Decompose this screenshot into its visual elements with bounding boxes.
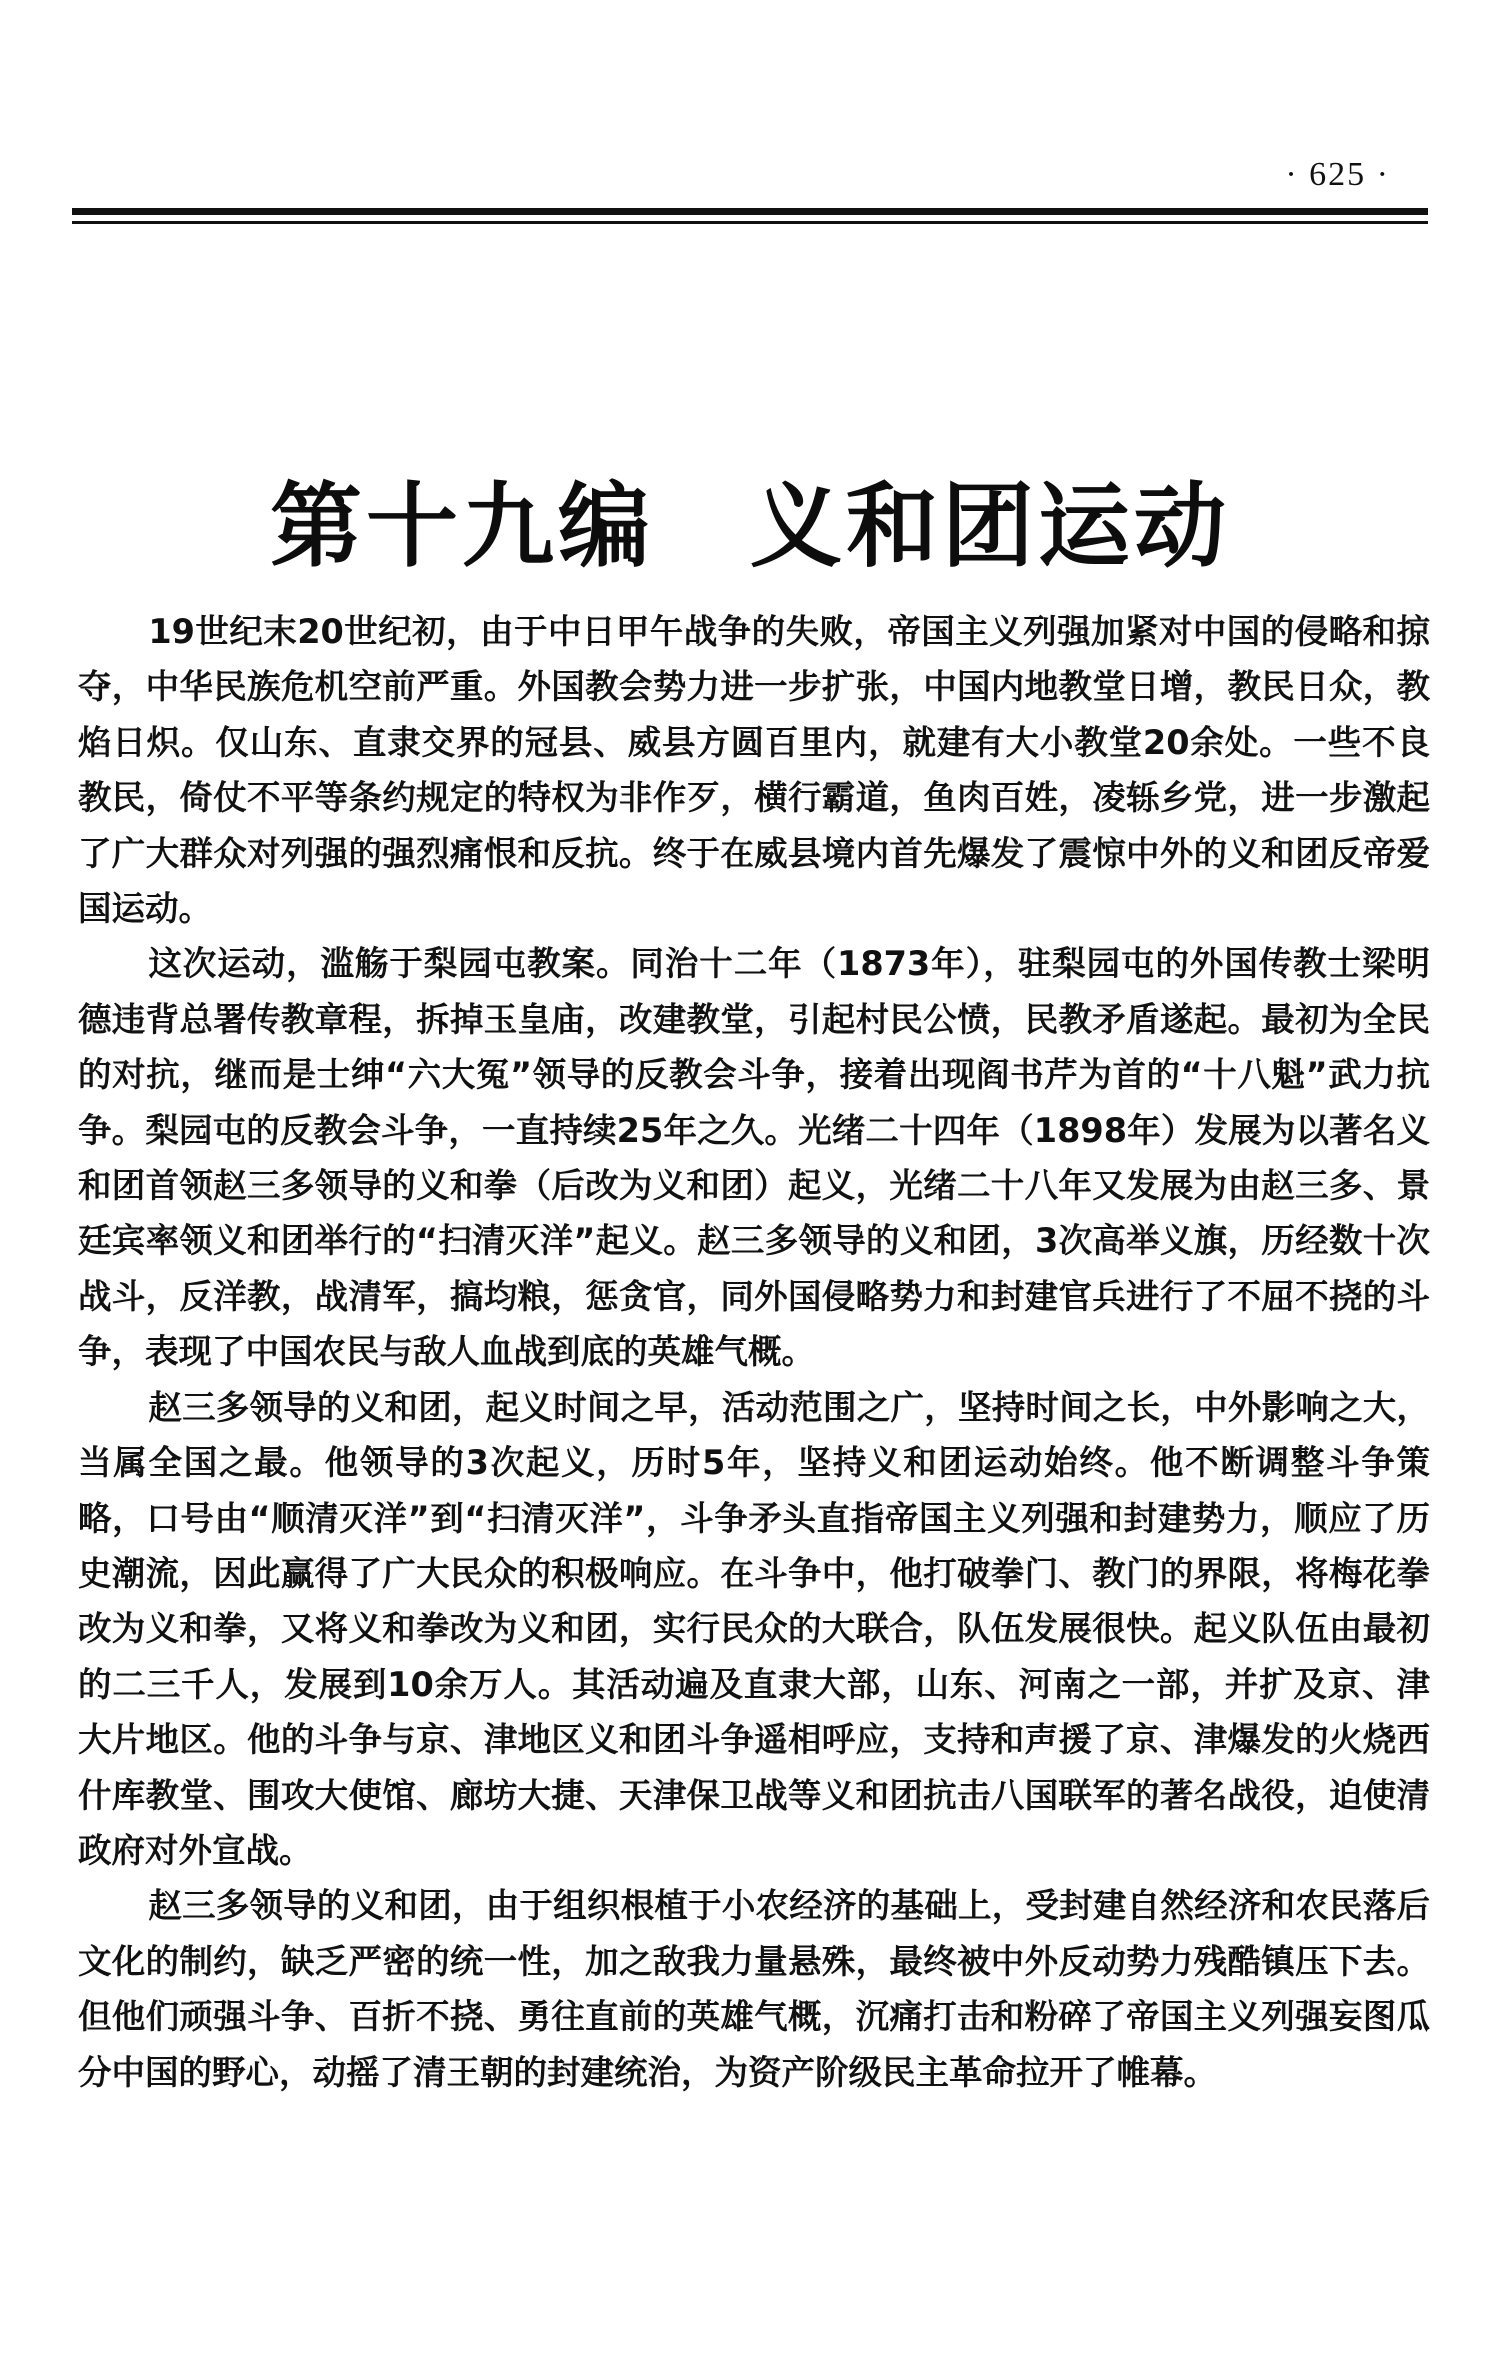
header-rule-thick bbox=[72, 208, 1428, 215]
header-rule-thin bbox=[72, 221, 1428, 224]
page-number: · 625 · bbox=[1285, 156, 1390, 193]
page-header bbox=[72, 150, 1428, 230]
paragraph-4: 赵三多领导的义和团，由于组织根植于小农经济的基础上，受封建自然经济和农民落后文化的制约，缺乏严密的统一性，加之敌我力量悬殊，最终被中外反动势力残酷镇压下去。但他们顽强斗争、百折不挠、勇往直前的英雄气概，沉痛打击和粉碎了帝国主义列强妄图瓜分中国的野心，动摇了清王朝的封建统治，为资产阶级民主革命拉开了帷幕。 bbox=[78, 1886, 1430, 2092]
paragraph-1: 19世纪末20世纪初，由于中日甲午战争的失败，帝国主义列强加紧对中国的侵略和掠夺，中华民族危机空前严重。外国教会势力进一步扩张，中国内地教堂日增，教民日众，教焰日炽。仅山东、直隶交界的冠县、威县方圆百里内，就建有大小教堂20余处。一些不良教民，倚仗不平等条约规定的特权为非作歹，横行霸道，鱼肉百姓，凌轹乡党，进一步激起了广大群众对列强的强烈痛恨和反抗。终于在威县境内首先爆发了震惊中外的义和团反帝爱国运动。 bbox=[78, 612, 1430, 929]
body-text bbox=[78, 604, 1430, 2100]
paragraph-3: 赵三多领导的义和团，起义时间之早，活动范围之广，坚持时间之长，中外影响之大，当属全国之最。他领导的3次起义，历时5年，坚持义和团运动始终。他不断调整斗争策略，口号由“顺清灭洋”到“扫清灭洋”，斗争矛头直指帝国主义列强和封建势力，顺应了历史潮流，因此赢得了广大民众的积极响应。在斗争中，他打破拳门、教门的界限，将梅花拳改为义和拳，又将义和拳改为义和团，实行民众的大联合，队伍发展很快。起义队伍由最初的二三千人，发展到10余万人。其活动遍及直隶大部，山东、河南之一部，并扩及京、津大片地区。他的斗争与京、津地区义和团斗争遥相呼应，支持和声援了京、津爆发的火烧西什库教堂、围攻大使馆、廊坊大捷、天津保卫战等义和团抗击八国联军的著名战役，迫使清政府对外宣战。 bbox=[78, 1387, 1430, 1870]
chapter-title: 第十九编 义和团运动 bbox=[269, 472, 1230, 580]
paragraph-2: 这次运动，滥觞于梨园屯教案。同治十二年（1873年），驻梨园屯的外国传教士梁明德违背总署传教章程，拆掉玉皇庙，改建教堂，引起村民公愤，民教矛盾遂起。最初为全民的对抗，继而是士绅“六大冤”领导的反教会斗争，接着出现阎书芹为首的“十八魁”武力抗争。梨园屯的反教会斗争，一直持续25年之久。光绪二十四年（1898年）发展为以著名义和团首领赵三多领导的义和拳（后改为义和团）起义，光绪二十八年又发展为由赵三多、景廷宾率领义和团举行的“扫清灭洋”起义。赵三多领导的义和团，3次高举义旗，历经数十次战斗，反洋教，战清军，搞均粮，惩贪官，同外国侵略势力和封建官兵进行了不屈不挠的斗争，表现了中国农民与敌人血战到底的英雄气概。 bbox=[78, 944, 1430, 1372]
